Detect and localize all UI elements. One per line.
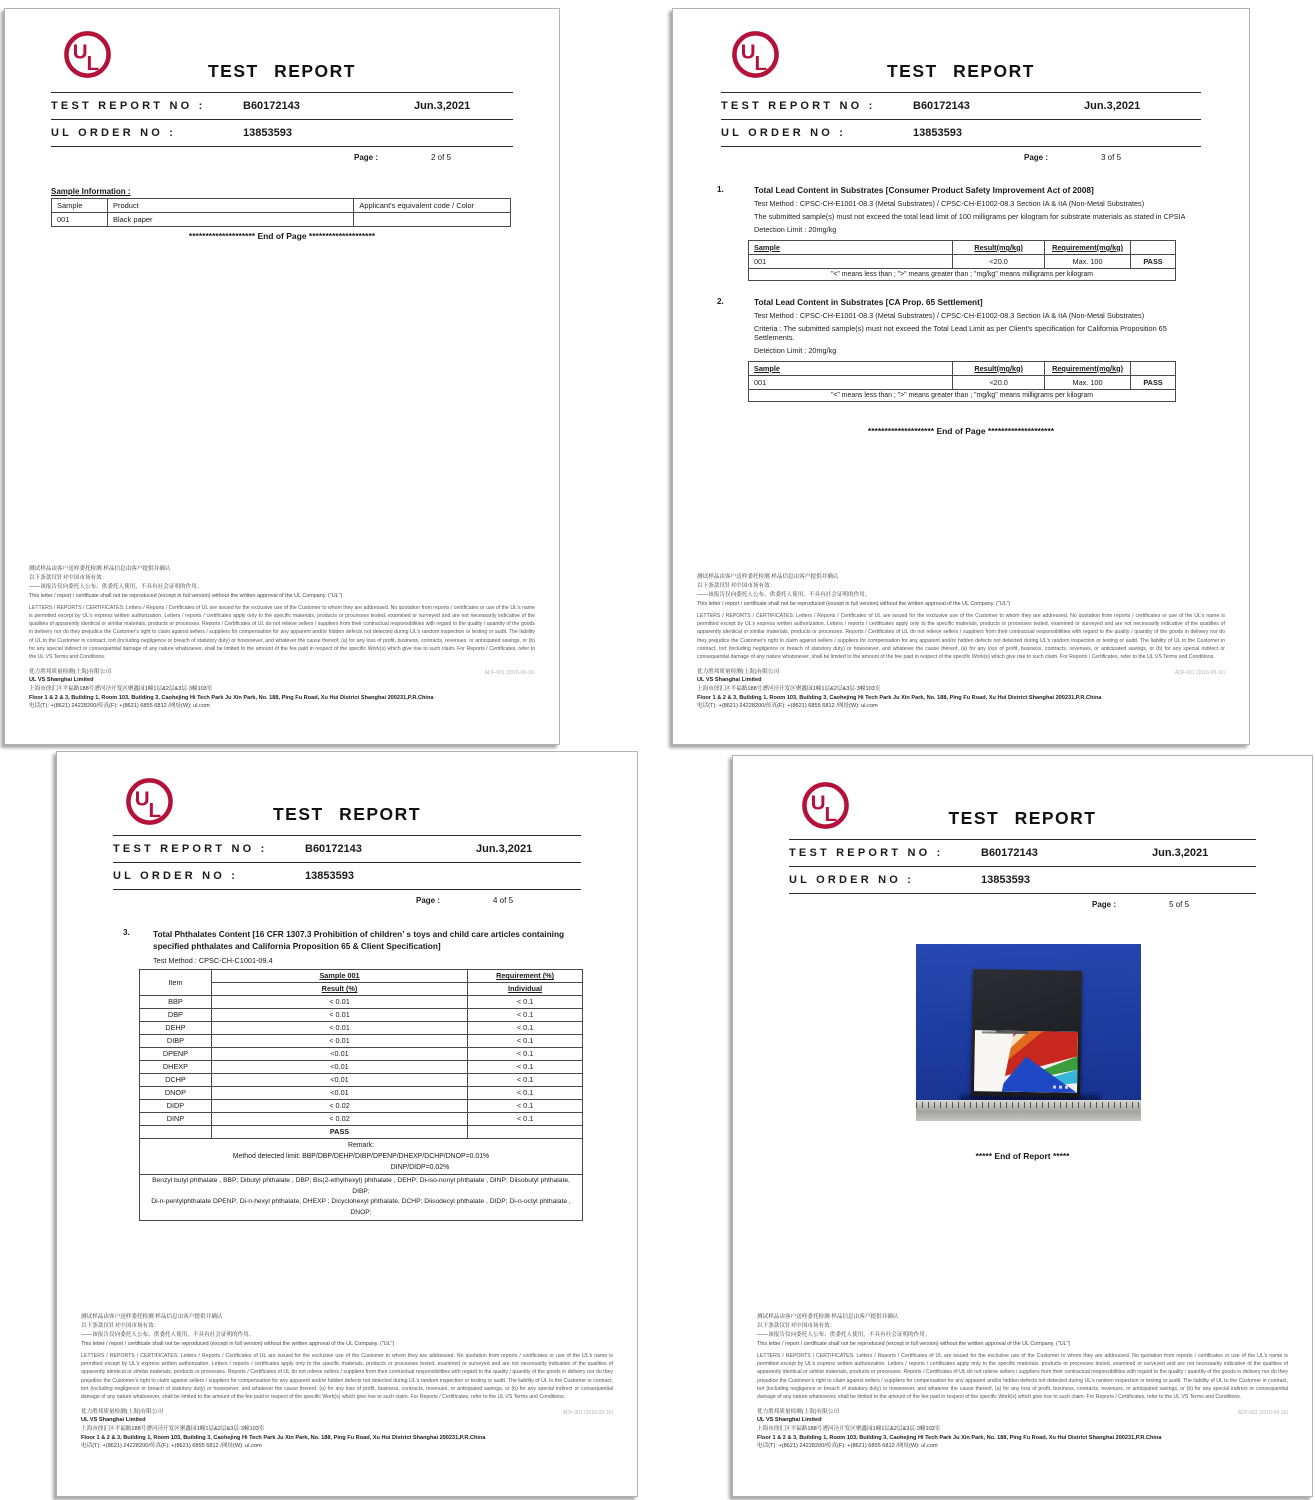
company-name-en: UL VS Shanghai Limited <box>757 1417 822 1424</box>
section-title: Total Lead Content in Substrates [Consumer Product Safety Improvement Act of 2008] <box>754 185 1094 195</box>
section-number: 1. <box>717 185 724 194</box>
footer-cn-line1: 测试样品由客户送样委托检测 样品信息由客户提供并确认 <box>757 1314 899 1321</box>
svg-text:L: L <box>148 799 162 823</box>
header-requirement: Requirement (%) <box>468 969 583 982</box>
table-row <box>140 995 583 1008</box>
cell-requirement: < 0.1 <box>468 1047 583 1060</box>
phthalate-names-line1: Benzyl butyl phthalate , BBP; Dibutyl phthalate , DBP; Bis(2-ethylhexyl) phthalate , DEHP; Di-iso-nonyl phthalate , DINP; Diisobutyl phthalate, DIBP; <box>152 1177 570 1195</box>
end-of-report-marker: ***** End of Report ***** <box>975 1151 1070 1161</box>
footer-cn-line2: 以下条款仅针对中国市场有效： <box>757 1323 836 1330</box>
table-remark-row <box>140 1138 583 1174</box>
end-of-page-marker: ******************** End of Page ******************** <box>867 426 1055 436</box>
svg-text:U: U <box>810 791 826 815</box>
report-date: Jun.3,2021 <box>1152 847 1209 859</box>
cell-code-color <box>354 213 511 227</box>
svg-text:L: L <box>754 52 768 76</box>
cell-empty <box>468 1125 583 1138</box>
cell-item: DNOP <box>140 1086 212 1099</box>
footer-legal-text: LETTERS / REPORTS / CERTIFICATES: Letters / Reports / Certificates of UL are issued for the exclusive use of the Customer to whom they are addressed. No quotation from reports / certificates or use of the UL's name is permitted except by UL's express written authorization. Letters / reports / certificates apply only to the specific materials, products or processes tested, examined or surveyed and are not necessarily indicative of the qualities of apparently identical or similar materials, products or processes. Reports / Certificates of UL do not relieve sellers / suppliers from their contractual responsibilities with regard to the quality / quantity of the goods in delivery nor do they prejudice the Customer's right to claim against sellers / suppliers for compensation for any apparent and/or hidden defects not detected during UL's random inspection or testing or audit. The liability of UL to the Customer in contract, tort (including negligence or breach of statutory duty) or howsoever, and whatever the cause thereof, (a) for any loss of profit, business, contracts, revenues, or anticipated savings, or (b) for any special indirect or consequential damage of any nature whatsoever, shall be limited to the amount of the fee paid in respect of the specific Work(s) which give rise to such claim. For Reports / Certificates, refer to the UL VS Terms and Conditions. <box>697 613 1225 660</box>
company-name-cn: 优力胜邦质量检测(上海)有限公司 <box>697 668 780 675</box>
detection-limit-line: Detection Limit : 20mg/kg <box>754 346 837 355</box>
cell-requirement: < 0.1 <box>468 1099 583 1112</box>
footer-doc-code: ADF-001 (2016-09-16) <box>484 669 535 676</box>
section-phthalates <box>113 928 581 1221</box>
section-number: 3. <box>123 928 130 937</box>
page-label: Page : <box>1092 900 1117 909</box>
footer-legal-text: LETTERS / REPORTS / CERTIFICATES: Letters / Reports / Certificates of UL are issued for the exclusive use of the Customer to whom they are addressed. No quotation from reports / certificates or use of the UL's name is permitted except by UL's express written authorization. Letters / reports / certificates apply only to the specific materials, products or processes tested, examined or surveyed and are not necessarily indicative of the qualities of apparently identical or similar materials, products or processes. Reports / Certificates of UL do not relieve sellers / suppliers from their contractual responsibilities with regard to the quality / quantity of the goods in delivery nor do they prejudice the Customer's right to claim against sellers / suppliers for compensation for any apparent and/or hidden defects not detected during UL's random inspection or testing or audit. The liability of UL to the Customer in contract, tort (including negligence or breach of statutory duty) or howsoever, and whatever the cause thereof, (a) for any loss of profit, business, contracts, revenues, or anticipated savings, or (b) for any special indirect or consequential damage of any nature whatsoever, shall be limited to the amount of the fee paid in respect of the specific Work(s) which give rise to such claim. For Reports / Certificates, refer to the UL VS Terms and Conditions. <box>757 1353 1288 1400</box>
criteria-line: Criteria : The submitted sample(s) must not exceed the Total Lead Limit as per Client's specification for California Proposition 65 Settlements. <box>754 324 1167 342</box>
cell-requirement: Max. 100 <box>1045 255 1131 269</box>
cell-result: <0.01 <box>211 1086 467 1099</box>
order-no-value: 13853593 <box>981 874 1030 886</box>
company-name-en: UL VS Shanghai Limited <box>697 677 762 684</box>
report-no-row <box>789 840 1256 866</box>
section-number: 2. <box>717 297 724 306</box>
table-header-row <box>140 969 583 982</box>
page-footer <box>697 573 1225 711</box>
footer-en-notice: This letter / report / certificate shall not be reproduced (except in full version) without the written approval of the UL Company. ("UL") <box>81 1341 395 1348</box>
footer-en-notice: This letter / report / certificate shall not be reproduced (except in full version) without the written approval of the UL Company. ("UL") <box>29 593 343 600</box>
test-method-line: Test Method : CPSC-CH-E1001-08.3 (Metal Substrates) / CPSC-CH-E1002-08.3 Section IA & IIA (Non-Metal Substrates) <box>754 199 1145 208</box>
cell-requirement: < 0.1 <box>468 1034 583 1047</box>
header-sample: Sample <box>52 199 108 213</box>
cell-requirement: < 0.1 <box>468 995 583 1008</box>
footer-doc-code: ADF-001 (2016-09-16) <box>562 1409 613 1416</box>
header-verdict-empty <box>1131 362 1176 376</box>
sample-info-table <box>51 198 511 227</box>
report-no-value: B60172143 <box>981 847 1038 859</box>
cell-result: <0.01 <box>211 1060 467 1073</box>
section-lead-cpsia <box>717 185 1201 281</box>
company-name-cn: 优力胜邦质量检测(上海)有限公司 <box>757 1408 840 1415</box>
cell-verdict: PASS <box>211 1125 467 1138</box>
header-code-color: Applicant's equivalent code / Color <box>354 199 511 213</box>
company-address-en: Floor 1 & 2 & 3, Building 1, Room 103, Building 3, Caohejing Hi Tech Park Ju Xin Park, No. 188, Ping Fu Road, Xu Hui District Shanghai 200231,P.R.China <box>757 1434 1162 1441</box>
cell-item: DIDP <box>140 1099 212 1112</box>
cell-requirement: < 0.1 <box>468 1073 583 1086</box>
cell-requirement: < 0.1 <box>468 1021 583 1034</box>
report-date: Jun.3,2021 <box>414 100 471 112</box>
cell-result: < 0.01 <box>211 1008 467 1021</box>
page-footer <box>757 1313 1288 1451</box>
svg-text:L: L <box>824 803 838 827</box>
table-names-row <box>140 1175 583 1221</box>
footer-cn-line3: ——该报告仅向委托人公布、供委托人使用，不具有社会证明的作用。 <box>29 583 203 590</box>
page-footer <box>29 565 535 711</box>
lead-result-table-2 <box>748 361 1176 402</box>
table-note-row <box>749 390 1176 402</box>
ul-logo-icon <box>125 776 174 827</box>
test-method-line: Test Method : CPSC-CH-C1001-09.4 <box>153 955 273 965</box>
report-no-label: TEST REPORT NO : <box>789 847 944 859</box>
table-row <box>140 1021 583 1034</box>
table-note: "<" means less than ; ">" means greater than ; "mg/kg" means milligrams per kilogram <box>749 269 1176 281</box>
report-no-value: B60172143 <box>913 100 970 112</box>
report-no-value: B60172143 <box>305 843 362 855</box>
cell-item: DPENP <box>140 1047 212 1060</box>
company-name-en: UL VS Shanghai Limited <box>29 677 94 684</box>
report-no-value: B60172143 <box>243 100 300 112</box>
footer-legal-text: LETTERS / REPORTS / CERTIFICATES: Letters / Reports / Certificates of UL are issued for the exclusive use of the Customer to whom they are addressed. No quotation from reports / certificates or use of the UL's name is permitted except by UL's express written authorization. Letters / reports / certificates apply only to the specific materials, products or processes tested, examined or surveyed and are not necessarily indicative of the qualities of apparently identical or similar materials, products or processes. Reports / Certificates of UL do not relieve sellers / suppliers from their contractual responsibilities with regard to the quality / quantity of the goods in delivery nor do they prejudice the Customer's right to claim against sellers / suppliers for compensation for any apparent and/or hidden defects not detected during UL's random inspection or testing or audit. The liability of UL to the Customer in contract, tort (including negligence or breach of statutory duty) or howsoever, and whatever the cause thereof, (a) for any loss of profit, business, contracts, revenues, or anticipated savings, or (b) for any special indirect or consequential damage of any nature whatsoever, shall be limited to the amount of the fee paid in respect of the specific Work(s) which give rise to such claim. For Reports / Certificates, refer to the UL VS Terms and Conditions. <box>81 1353 613 1400</box>
remark-detected-limit: Method detected limit: BBP/DBP/DEHP/DIBP/DPENP/DHEXP/DCHP/DNOP=0.01% <box>232 1152 490 1160</box>
header-result: Result(mg/kg) <box>953 241 1045 255</box>
table-verdict-row <box>140 1125 583 1138</box>
pack-label <box>974 1030 1078 1093</box>
footer-en-notice: This letter / report / certificate shall not be reproduced (except in full version) without the written approval of the UL Company. ("UL") <box>757 1341 1071 1348</box>
detection-limit-line: Detection Limit : 20mg/kg <box>754 225 837 234</box>
company-phone: 电话(T): +(8621) 24228200/传真(F): +(8621) 6855 6812 /网址(W): ul.com <box>697 703 878 710</box>
table-row <box>749 255 1176 269</box>
table-note-row <box>749 269 1176 281</box>
order-no-label: UL ORDER NO : <box>789 874 915 886</box>
footer-company-block <box>29 668 535 711</box>
header-sample-001: Sample 001 <box>211 969 467 982</box>
cell-item: DINP <box>140 1112 212 1125</box>
company-address-en: Floor 1 & 2 & 3, Building 1, Room 103, Building 3, Caohejing Hi Tech Park Ju Xin Park, No. 188, Ping Fu Road, Xu Hui District Shanghai 200231,P.R.China <box>697 694 1102 701</box>
company-name-en: UL VS Shanghai Limited <box>81 1417 146 1424</box>
company-address-en: Floor 1 & 2 & 3, Building 1, Room 103, Building 3, Caohejing Hi Tech Park Ju Xin Park, No. 188, Ping Fu Road, Xu Hui District Shanghai 200231,P.R.China <box>81 1434 486 1441</box>
order-no-label: UL ORDER NO : <box>113 870 239 882</box>
phthalate-names-block <box>140 1175 583 1221</box>
company-name-cn: 优力胜邦质量检测(上海)有限公司 <box>81 1408 164 1415</box>
table-row <box>749 376 1176 390</box>
phthalate-names-line2: Di-n-pentylphthalate DPENP; Di-n-hexyl phthalate, DHEXP ; Dicyclohexyl phthalate, DCHP; Diisodecyl phthalate , DIDP; Di-n-octyl phthalate , DNOP; <box>151 1198 571 1217</box>
ul-logo-icon <box>801 780 850 831</box>
header-requirement: Requirement(mg/kg) <box>1045 241 1131 255</box>
header-requirement: Requirement(mg/kg) <box>1045 362 1131 376</box>
table-row <box>140 1060 583 1073</box>
page-label: Page : <box>1024 153 1049 162</box>
cell-result: <20.0 <box>953 255 1045 269</box>
footer-company-block <box>757 1408 1288 1451</box>
cell-product: Black paper <box>107 213 353 227</box>
page-label: Page : <box>354 153 379 162</box>
order-no-row <box>51 120 513 146</box>
cell-item: DBP <box>140 1008 212 1021</box>
footer-cn-line3: ——该报告仅向委托人公布、供委托人使用，不具有社会证明的作用。 <box>697 591 871 598</box>
svg-text:U: U <box>72 40 88 64</box>
order-no-label: UL ORDER NO : <box>721 127 847 139</box>
table-row <box>140 1099 583 1112</box>
lead-result-table-1 <box>748 240 1176 281</box>
footer-cn-line2: 以下条款仅针对中国市场有效： <box>29 574 108 581</box>
table-row <box>140 1112 583 1125</box>
company-phone: 电话(T): +(8621) 24228200/传真(F): +(8621) 6855 6812 /网址(W): ul.com <box>757 1443 938 1450</box>
report-no-label: TEST REPORT NO : <box>51 100 206 112</box>
label-cert-marks <box>1053 1085 1069 1088</box>
order-no-value: 13853593 <box>243 127 292 139</box>
cell-item: DCHP <box>140 1073 212 1086</box>
page-title: TEST REPORT <box>948 808 1097 828</box>
footer-cn-line1: 测试样品由客户送样委托检测 样品信息由客户提供并确认 <box>81 1314 223 1321</box>
report-page-4 <box>56 751 638 1497</box>
report-page-5 <box>732 755 1313 1497</box>
footer-doc-code: ADF-001 (2016-09-16) <box>1237 1409 1288 1416</box>
header-item: Item <box>140 969 212 995</box>
cell-sample: 001 <box>749 255 953 269</box>
report-no-label: TEST REPORT NO : <box>721 100 876 112</box>
sample-information-heading: Sample Information : <box>51 187 131 196</box>
footer-company-block <box>81 1408 613 1451</box>
cell-result: <20.0 <box>953 376 1045 390</box>
table-row <box>140 1008 583 1021</box>
header-individual: Individual <box>468 982 583 995</box>
cell-requirement: < 0.1 <box>468 1060 583 1073</box>
ruler <box>916 1100 1141 1121</box>
header-result: Result (%) <box>211 982 467 995</box>
page-number-row <box>789 894 1256 916</box>
remark-detected-limit-2: DINP/DIDP=0.02% <box>390 1163 450 1171</box>
phthalates-table <box>139 969 583 1221</box>
page-value: 2 of 5 <box>431 153 452 162</box>
cell-requirement: Max. 100 <box>1045 376 1131 390</box>
footer-cn-line3: ——该报告仅向委托人公布、供委托人使用，不具有社会证明的作用。 <box>81 1331 255 1338</box>
ruler-ticks <box>916 1102 1141 1108</box>
page-label: Page : <box>416 896 441 905</box>
page-number-row <box>51 147 513 169</box>
footer-cn-line2: 以下条款仅针对中国市场有效： <box>697 583 776 590</box>
table-row <box>140 1073 583 1086</box>
cell-result: < 0.01 <box>211 1021 467 1034</box>
remark-block <box>140 1138 583 1174</box>
company-phone: 电话(T): +(8621) 24228200/传真(F): +(8621) 6855 6812 /网址(W): ul.com <box>29 703 210 710</box>
page-number-row <box>113 890 581 912</box>
report-no-row <box>51 93 513 119</box>
report-date: Jun.3,2021 <box>1084 100 1141 112</box>
page-value: 4 of 5 <box>493 896 514 905</box>
cell-item: BBP <box>140 995 212 1008</box>
cell-verdict: PASS <box>1131 255 1176 269</box>
company-address-cn: 上海市徐汇区平福路188号漕河泾开发区聚鑫园1幢1层&2层&3层·3幢103室 <box>81 1426 265 1433</box>
page-footer <box>81 1313 613 1451</box>
cell-empty <box>140 1125 212 1138</box>
section-lead-ca-prop65 <box>717 297 1201 402</box>
report-no-row <box>721 93 1201 119</box>
test-method-line: Test Method : CPSC-CH-E1001-08.3 (Metal Substrates) / CPSC-CH-E1002-08.3 Section IA & IIA (Non-Metal Substrates) <box>754 311 1145 320</box>
label-text-line <box>982 1030 994 1032</box>
table-header-row <box>749 362 1176 376</box>
order-no-row <box>113 863 581 889</box>
cell-result: < 0.01 <box>211 995 467 1008</box>
table-header-row <box>749 241 1176 255</box>
order-no-value: 13853593 <box>305 870 354 882</box>
header-sample: Sample <box>749 241 953 255</box>
order-no-row <box>721 120 1201 146</box>
svg-text:U: U <box>134 787 150 811</box>
order-no-value: 13853593 <box>913 127 962 139</box>
footer-company-block <box>697 668 1225 711</box>
cell-result: < 0.02 <box>211 1112 467 1125</box>
cell-item: DEHP <box>140 1021 212 1034</box>
cell-verdict: PASS <box>1131 376 1176 390</box>
table-row <box>140 1034 583 1047</box>
section-title: Total Lead Content in Substrates [CA Prop. 65 Settlement] <box>754 297 983 307</box>
page-title: TEST REPORT <box>207 61 356 81</box>
company-phone: 电话(T): +(8621) 24228200/传真(F): +(8621) 6855 6812 /网址(W): ul.com <box>81 1443 262 1450</box>
table-note: "<" means less than ; ">" means greater than ; "mg/kg" means milligrams per kilogram <box>749 390 1176 402</box>
table-header-row <box>52 199 511 213</box>
report-page-3 <box>672 8 1250 745</box>
cell-sample: 001 <box>52 213 108 227</box>
page-number-row <box>721 147 1201 169</box>
cell-requirement: < 0.1 <box>468 1112 583 1125</box>
page-value: 5 of 5 <box>1169 900 1190 909</box>
section-title: Total Phthalates Content [16 CFR 1307.3 Prohibition of children’ s toys and child care articles containing specified phthalates and California Proposition 65 & Client Specification] <box>153 929 565 952</box>
remark-label: Remark: <box>347 1141 375 1149</box>
header-result: Result(mg/kg) <box>953 362 1045 376</box>
footer-cn-line2: 以下条款仅针对中国市场有效： <box>81 1323 160 1330</box>
cell-result: <0.01 <box>211 1047 467 1060</box>
table-row <box>140 1086 583 1099</box>
footer-legal-text: LETTERS / REPORTS / CERTIFICATES: Letters / Reports / Certificates of UL are issued for the exclusive use of the Customer to whom they are addressed. No quotation from reports / certificates or use of the UL's name is permitted except by UL's express written authorization. Letters / reports / certificates apply only to the specific materials, products or processes tested, examined or surveyed and are not necessarily indicative of the qualities of apparently identical or similar materials, products or processes. Reports / Certificates of UL do not relieve sellers / suppliers from their contractual responsibilities with regard to the quality / quantity of the goods in delivery nor do they prejudice the Customer's right to claim against sellers / suppliers for compensation for any apparent and/or hidden defects not detected during UL's random inspection or testing or audit. The liability of UL to the Customer in contract, tort (including negligence or breach of statutory duty) or howsoever, and whatever the cause thereof, (a) for any loss of profit, business, contracts, revenues, or anticipated savings, or (b) for any special indirect or consequential damage of any nature whatsoever, shall be limited to the amount of the fee paid in respect of the specific Work(s) which give rise to such claim. For Reports / Certificates, refer to the UL VS Terms and Conditions. <box>29 605 535 660</box>
svg-text:U: U <box>740 40 756 64</box>
sample-photo <box>916 944 1141 1121</box>
company-address-en: Floor 1 & 2 & 3, Building 1, Room 103, Building 3, Caohejing Hi Tech Park Ju Xin Park, No. 188, Ping Fu Road, Xu Hui District Shanghai 200231,P.R.China <box>29 694 434 701</box>
company-name-cn: 优力胜邦质量检测(上海)有限公司 <box>29 668 112 675</box>
svg-text:L: L <box>86 52 100 76</box>
footer-doc-code: ADF-001 (2016-09-16) <box>1174 669 1225 676</box>
footer-cn-line1: 测试样品由客户送样委托检测 样品信息由客户提供并确认 <box>697 574 839 581</box>
header-verdict-empty <box>1131 241 1176 255</box>
company-address-cn: 上海市徐汇区平福路188号漕河泾开发区聚鑫园1幢1层&2层&3层·3幢103室 <box>757 1426 941 1433</box>
cell-requirement: < 0.1 <box>468 1086 583 1099</box>
company-address-cn: 上海市徐汇区平福路188号漕河泾开发区聚鑫园1幢1层&2层&3层·3幢103室 <box>697 686 881 693</box>
order-no-row <box>789 867 1256 893</box>
cell-result: <0.01 <box>211 1073 467 1086</box>
footer-cn-line1: 测试样品由客户送样委托检测 样品信息由客户提供并确认 <box>29 566 171 573</box>
table-row <box>52 213 511 227</box>
footer-cn-line3: ——该报告仅向委托人公布、供委托人使用，不具有社会证明的作用。 <box>757 1331 931 1338</box>
black-paper-pack <box>971 969 1082 1098</box>
cell-item: DIBP <box>140 1034 212 1047</box>
order-no-label: UL ORDER NO : <box>51 127 177 139</box>
page-title: TEST REPORT <box>272 804 421 824</box>
footer-en-notice: This letter / report / certificate shall not be reproduced (except in full version) without the written approval of the UL Company. ("UL") <box>697 601 1011 608</box>
report-no-label: TEST REPORT NO : <box>113 843 268 855</box>
cell-item: DHEXP <box>140 1060 212 1073</box>
criteria-line: The submitted sample(s) must not exceed the total lead limit of 100 milligrams per kilogram for substrate materials as stated in CPSIA <box>754 212 1186 221</box>
header-product: Product <box>107 199 353 213</box>
ul-logo-icon <box>731 29 780 80</box>
cell-result: < 0.01 <box>211 1034 467 1047</box>
end-of-page-marker: ******************** End of Page ******************** <box>188 231 376 241</box>
page-title: TEST REPORT <box>886 61 1035 81</box>
page-value: 3 of 5 <box>1101 153 1122 162</box>
cell-sample: 001 <box>749 376 953 390</box>
ul-logo-icon <box>63 29 112 80</box>
company-address-cn: 上海市徐汇区平福路188号漕河泾开发区聚鑫园1幢1层&2层&3层·3幢103室 <box>29 686 213 693</box>
table-row <box>140 1047 583 1060</box>
report-no-row <box>113 836 581 862</box>
cell-requirement: < 0.1 <box>468 1008 583 1021</box>
cell-result: < 0.02 <box>211 1099 467 1112</box>
report-date: Jun.3,2021 <box>476 843 533 855</box>
header-sample: Sample <box>749 362 953 376</box>
report-page-2 <box>4 8 560 745</box>
